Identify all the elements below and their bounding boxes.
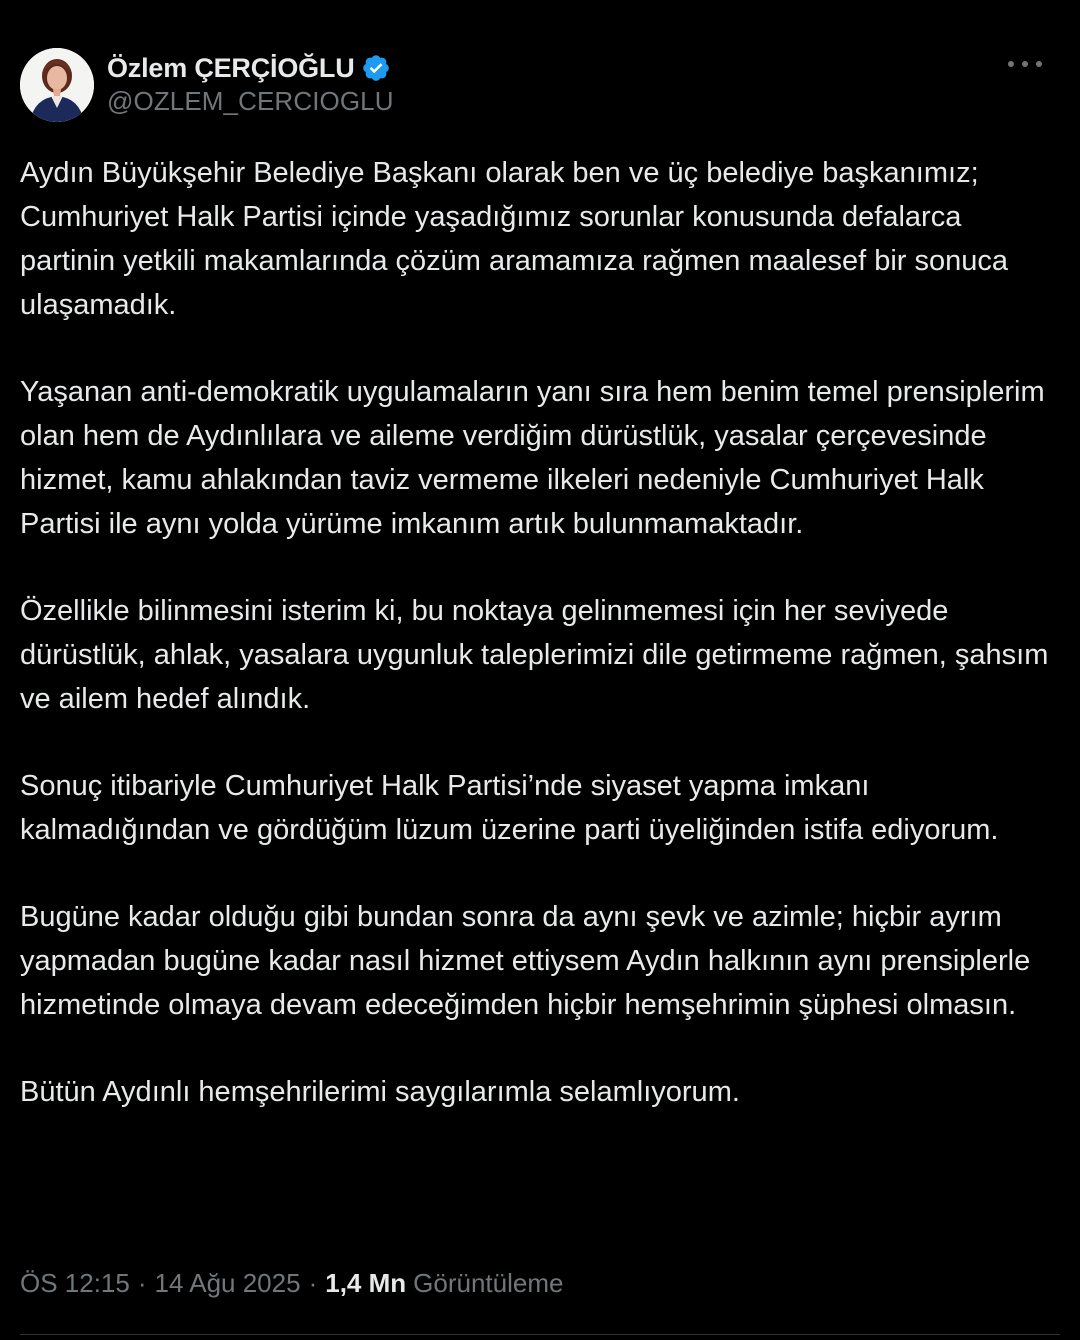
more-dot: [1036, 61, 1042, 67]
more-horizontal-icon[interactable]: [1008, 54, 1042, 74]
tweet-paragraph: Sonuç itibariyle Cumhuriyet Halk Partisi’nde siyaset yapma imkanı kalmadığından ve gördüğüm lüzum üzerine parti üyeliğinden istifa ediyorum.: [20, 770, 999, 846]
tweet-meta: [20, 1268, 563, 1299]
author-names: [107, 51, 394, 117]
more-dot: [1008, 61, 1014, 67]
views-label: Görüntüleme: [413, 1268, 564, 1298]
tweet-paragraph: Yaşanan anti-demokratik uygulamaların yanı sıra hem benim temel prensiplerim olan hem de Aydınlılara ve aileme verdiğim dürüstlük, yasalar çerçevesinde hizmet, kamu ahlakından taviz vermeme ilkeleri nedeniyle Cumhuriyet Halk Partisi ile aynı yolda yürüme imkanım artık bulunmamaktadır.: [20, 376, 1045, 540]
display-name-row: [107, 51, 394, 85]
tweet-paragraph: Bugüne kadar olduğu gibi bundan sonra da aynı şevk ve azimle; hiçbir ayrım yapmadan bugüne kadar nasıl hizmet ettiysem Aydın halkının aynı prensiplerle hizmetinde olmaya devam edeceğimden hiçbir hemşehrimin şüphesi olmasın.: [20, 901, 1031, 1021]
avatar[interactable]: [20, 48, 94, 122]
tweet-paragraph: Bütün Aydınlı hemşehrilerimi saygılarımla selamlıyorum.: [20, 1076, 740, 1108]
more-dot: [1022, 61, 1028, 67]
meta-separator: ·: [137, 1268, 147, 1298]
views-count[interactable]: 1,4 Mn: [325, 1268, 407, 1298]
author-handle[interactable]: @OZLEM_CERCIOGLU: [107, 86, 394, 116]
verified-badge-icon[interactable]: [361, 53, 391, 83]
tweet-time[interactable]: ÖS 12:15: [20, 1268, 130, 1298]
tweet-paragraph: Aydın Büyükşehir Belediye Başkanı olarak ben ve üç belediye başkanımız; Cumhuriyet Halk Partisi içinde yaşadığımız sorunlar konusunda defalarca partinin yetkili makamlarında çözüm aramamıza rağmen maalesef bir sonuca ulaşamadık.: [20, 157, 1009, 321]
meta-separator: ·: [308, 1268, 318, 1298]
tweet-paragraph: Özellikle bilinmesini isterim ki, bu noktaya gelinmemesi için her seviyede dürüstlük, ahlak, yasalara uygunluk taleplerimizi dile getirmeme rağmen, şahsım ve ailem hedef alındık.: [20, 595, 1049, 715]
display-name[interactable]: Özlem ÇERÇİOĞLU: [107, 52, 355, 83]
divider: [20, 1334, 1060, 1335]
tweet-text: [20, 151, 1060, 1114]
profile-photo-icon: [20, 48, 94, 122]
tweet-header: [20, 48, 1060, 124]
tweet-date[interactable]: 14 Ağu 2025: [154, 1268, 301, 1298]
